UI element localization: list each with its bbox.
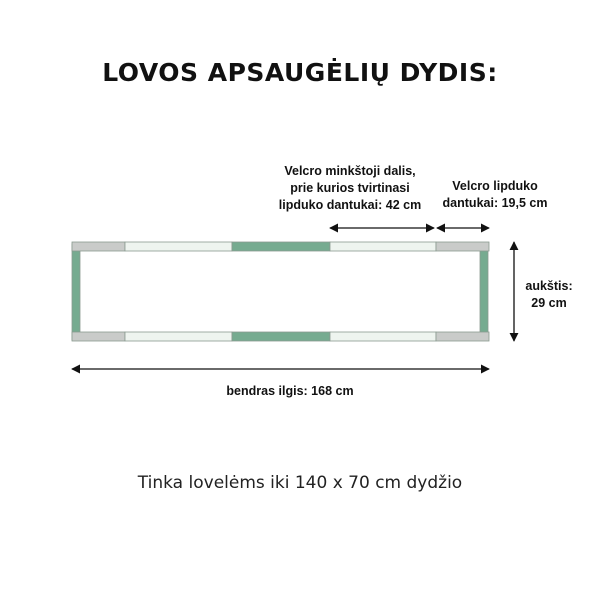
height-label <box>515 278 583 312</box>
top-velcro-soft-right <box>330 242 436 251</box>
bumper-right-side <box>480 244 488 340</box>
fit-caption: Tinka lovelėms iki 140 x 70 cm dydžio <box>137 473 463 493</box>
velcro-hook-label-line: Velcro lipduko <box>452 179 538 193</box>
velcro-hook-label-line: dantukai: 19,5 cm <box>442 196 548 210</box>
velcro-soft-label-line: prie kurios tvirtinasi <box>290 181 410 195</box>
velcro-hook-label <box>430 178 560 212</box>
bottom-grey-end-right <box>436 332 489 341</box>
bottom-green-center <box>232 332 330 341</box>
height-label-line: aukštis: <box>525 279 573 293</box>
bottom-velcro-soft-right <box>330 332 436 341</box>
bottom-velcro-soft-left <box>125 332 232 341</box>
bumper-left-side <box>72 244 80 340</box>
bottom-grey-end-left <box>72 332 125 341</box>
velcro-soft-label-line: lipduko dantukai: 42 cm <box>278 198 422 212</box>
top-velcro-soft-left <box>125 242 232 251</box>
velcro-soft-label-line: Velcro minkštoji dalis, <box>284 164 416 178</box>
velcro-soft-label <box>270 163 430 214</box>
bumper-shape <box>72 242 489 341</box>
top-grey-end-right <box>436 242 489 251</box>
top-green-center <box>232 242 330 251</box>
top-grey-end-left <box>72 242 125 251</box>
height-label-line: 29 cm <box>531 296 567 310</box>
page-title: LOVOS APSAUGĖLIŲ DYDIS: <box>102 58 498 87</box>
total-length-label: bendras ilgis: 168 cm <box>226 384 354 398</box>
